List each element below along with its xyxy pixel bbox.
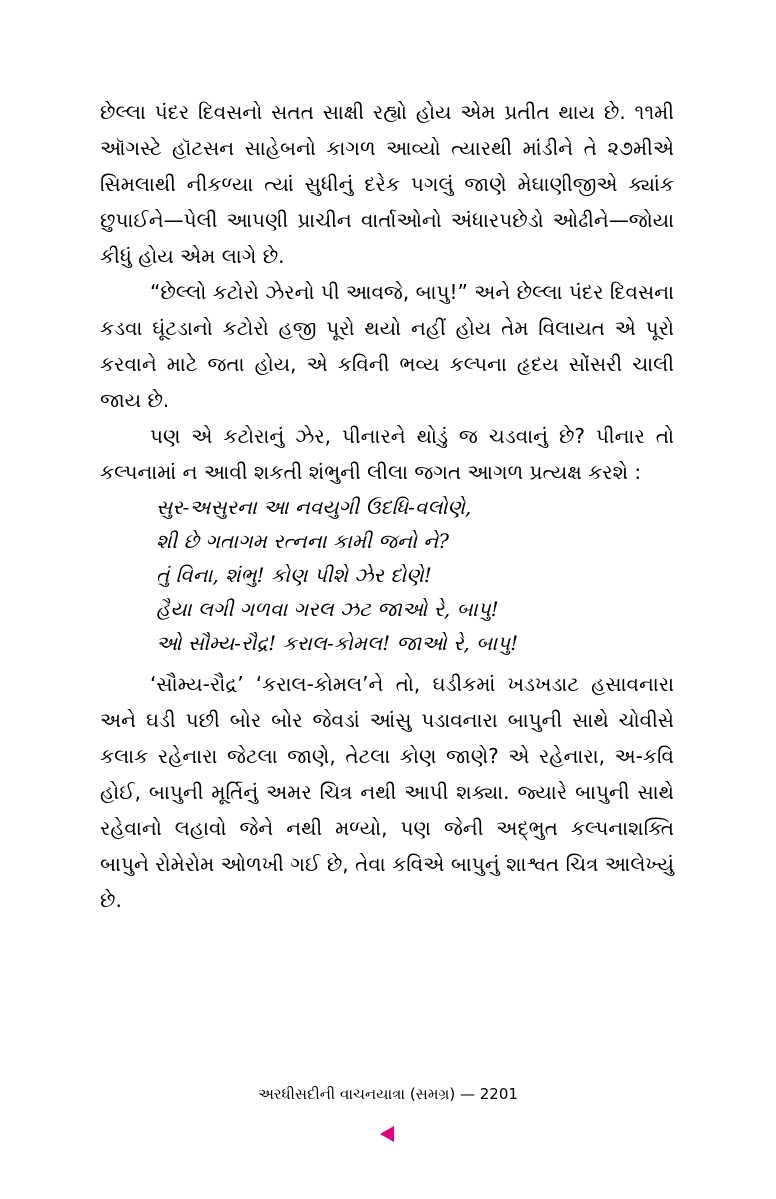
paragraph-1: છેલ્લા પંદર દિવસનો સતત સાક્ષી રહ્યો હોય એમ પ્રતીત થાય છે. ૧૧મી ઑગસ્ટે હૉટસન સાહેબનો કાગળ આવ્યો ત્યારથી માંડીને તે ૨૭મીએ સિમલાથી નીકળ્યા ત્યાં સુધીનું દરેક પગલું જાણે મેઘાણીજીએ ક્યાંક છુપાઈને—પેલી આપણી પ્રાચીન વાર્તાઓનો અંધારપછેડો ઓઢીને—જોયા કીધું હોય એમ લાગે છે. bbox=[100, 100, 674, 268]
page-footer: અરધીસદીની વાચનયાત્રા (સમગ્ર) — 2201 bbox=[258, 1085, 518, 1103]
poem-line: હૈયા લગી ગળવા ગરલ ઝટ જાઓ રે, બાપુ! bbox=[156, 597, 499, 621]
poem-line: શી છે ગતાગમ રત્નના કામી જનો ને? bbox=[156, 529, 449, 553]
previous-page-arrow-icon[interactable] bbox=[380, 1126, 394, 1142]
paragraph-3: પણ એ કટોરાનું ઝેર, પીનારને થોડું જ ચડવાનું છે? પીનાર તો કલ્પનામાં ન આવી શકતી શંભુની લીલા જગત આગળ પ્રત્યક્ષ કરશે : bbox=[100, 424, 674, 484]
paragraph-2: “છેલ્લો કટોરો ઝેરનો પી આવજે, બાપુ!” અને છેલ્લા પંદર દિવસના કડવા ઘૂંટડાનો કટોરો હજી પૂરો થયો નહીં હોય તેમ વિલાયત એ પૂરો કરવાને માટે જતા હોય, એ કવિની ભવ્ય કલ્પના હૃદય સોંસરી ચાલી જાય છે. bbox=[100, 280, 674, 412]
poem-block bbox=[156, 490, 676, 660]
poem-line: ઓ સૌમ્ય-રૌદ્ર! કરાલ-કોમલ! જાઓ રે, બાપુ! bbox=[156, 631, 519, 655]
paragraph-4: ‘સૌમ્ય-રૌદ્ર’ ‘કરાલ-કોમલ’ને તો, ઘડીકમાં ખડખડાટ હસાવનારા અને ઘડી પછી બોર બોર જેવડાં આંસુ પડાવનારા બાપુની સાથે ચોવીસે કલાક રહેનારા જેટલા જાણે, તેટલા કોણ જાણે? એ રહેનારા, અ-કવિ હોઈ, બાપુની મૂર્તિનું અમર ચિત્ર નથી આપી શક્યા. જ્યારે બાપુની સાથે રહેવાનો લહાવો જેને નથી મળ્યો, પણ જેની અદ્ભુત કલ્પનાશક્તિ બાપુને રોમેરોમ ઓળખી ગઈ છે, તેવા કવિએ બાપુનું શાશ્વત ચિત્ર આલેખ્યું છે. bbox=[100, 672, 674, 912]
poem-line: તું વિના, શંભુ! કોણ પીશે ઝેર દોણે! bbox=[156, 563, 432, 587]
poem-line: સુર-અસુરના આ નવયુગી ઉદધિ-વલોણે, bbox=[156, 495, 472, 519]
